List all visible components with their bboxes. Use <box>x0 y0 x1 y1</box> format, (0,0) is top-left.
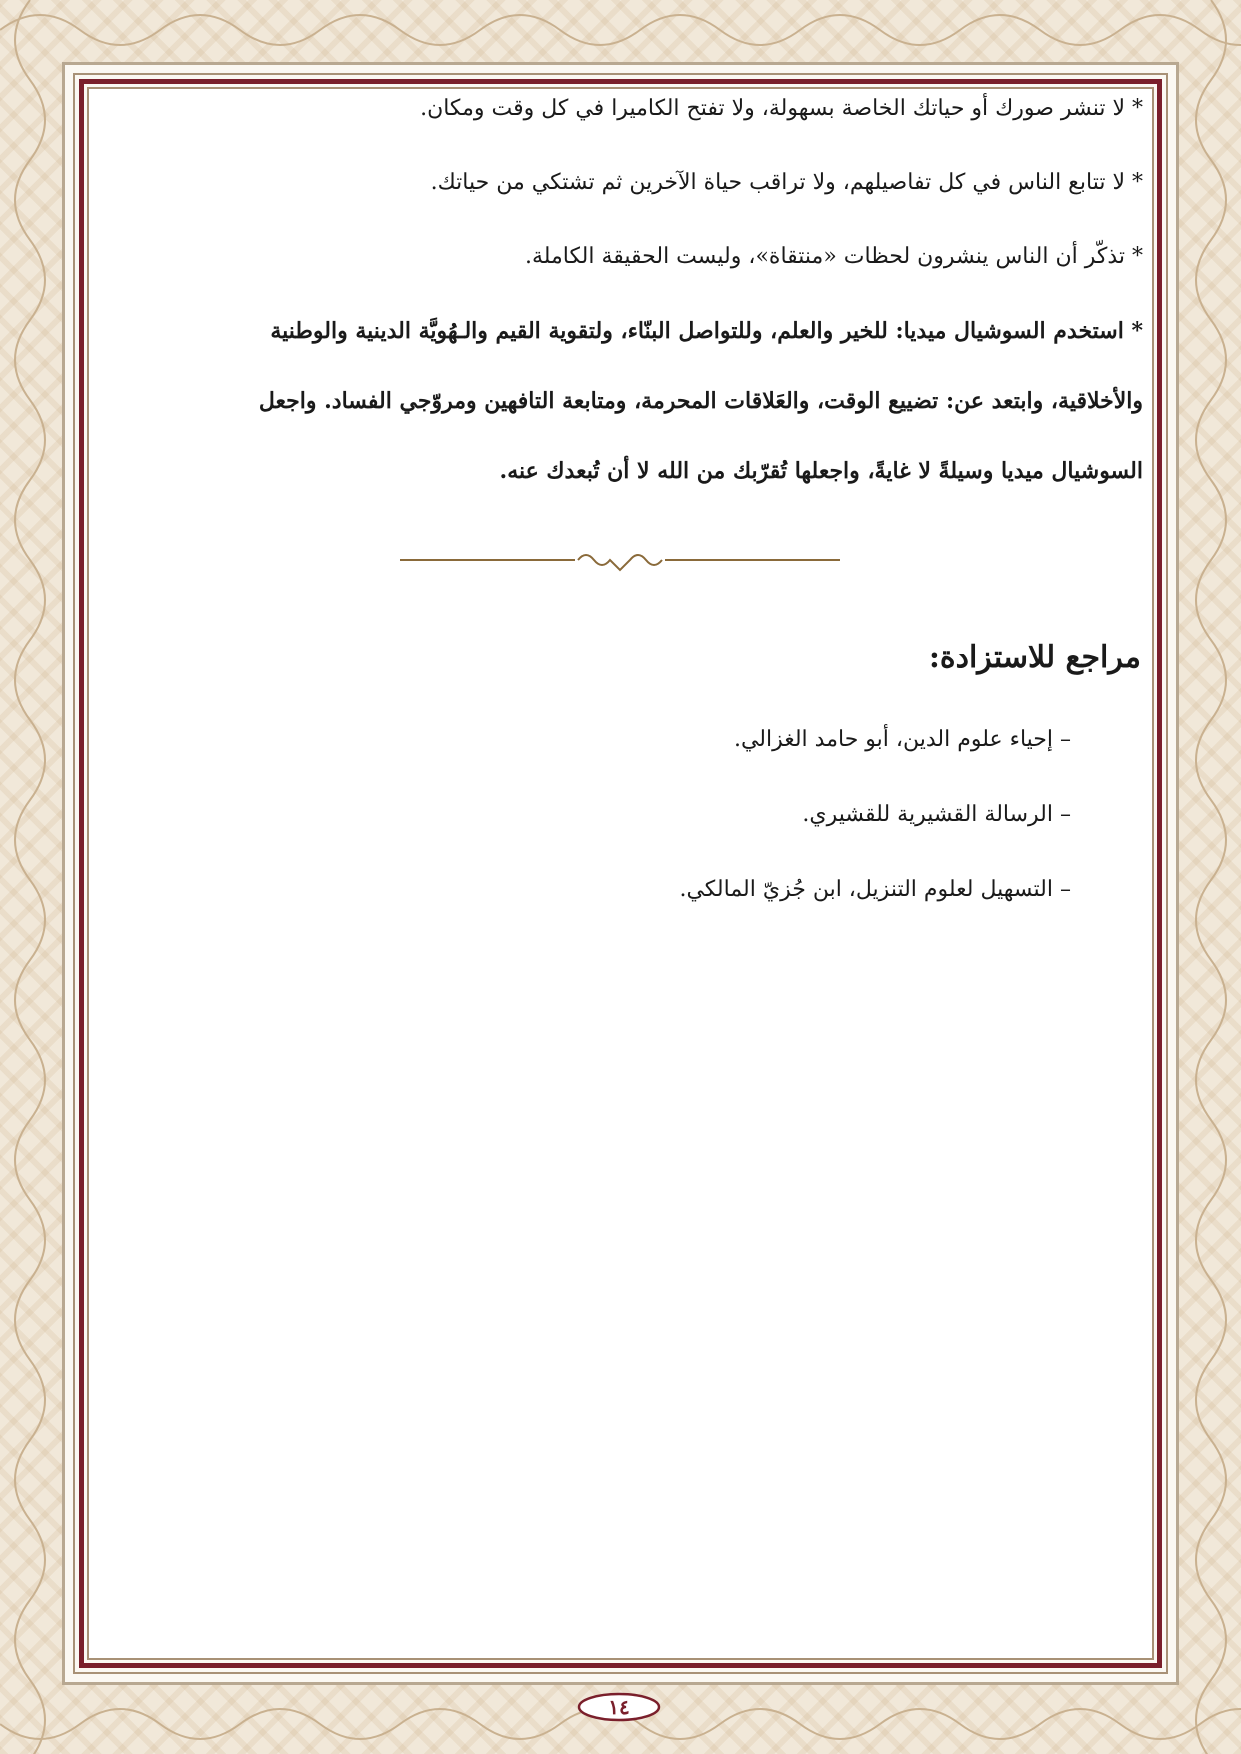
ornamental-divider <box>400 548 840 572</box>
references-title: مراجع للاستزادة: <box>928 640 1141 675</box>
summary-paragraph <box>98 296 1143 506</box>
paragraph-line: السوشيال ميديا وسيلةً لا غايةً، واجعلها تُقرّبك من الله لا أن تُبعدك عنه. <box>499 458 1143 484</box>
bullet-item: * لا تنشر صورك أو حياتك الخاصة بسهولة، ولا تفتح الكاميرا في كل وقت ومكان. <box>420 96 1143 121</box>
bullet-item: * تذكّر أن الناس ينشرون لحظات «منتقاة»، وليست الحقيقة الكاملة. <box>524 244 1143 269</box>
paragraph-line: والأخلاقية، وابتعد عن: تضييع الوقت، والعَلاقات المحرمة، ومتابعة التافهين ومروّجي الفساد. واجعل <box>258 388 1143 414</box>
paragraph-line: * استخدم السوشيال ميديا: للخير والعلم، وللتواصل البنّاء، ولتقوية القيم والـهُويَّة الدينية والوطنية <box>270 318 1143 344</box>
bullet-item: * لا تتابع الناس في كل تفاصيلهم، ولا تراقب حياة الآخرين ثم تشتكي من حياتك. <box>430 170 1143 195</box>
reference-item: – التسهيل لعلوم التنزيل، ابن جُزيّ المالكي. <box>679 877 1071 902</box>
reference-item: – الرسالة القشيرية للقشيري. <box>802 802 1071 827</box>
page-number: ١٤ <box>608 1695 630 1719</box>
page-content <box>98 92 1143 506</box>
page-number-badge <box>574 1690 664 1724</box>
reference-item: – إحياء علوم الدين، أبو حامد الغزالي. <box>733 727 1071 752</box>
